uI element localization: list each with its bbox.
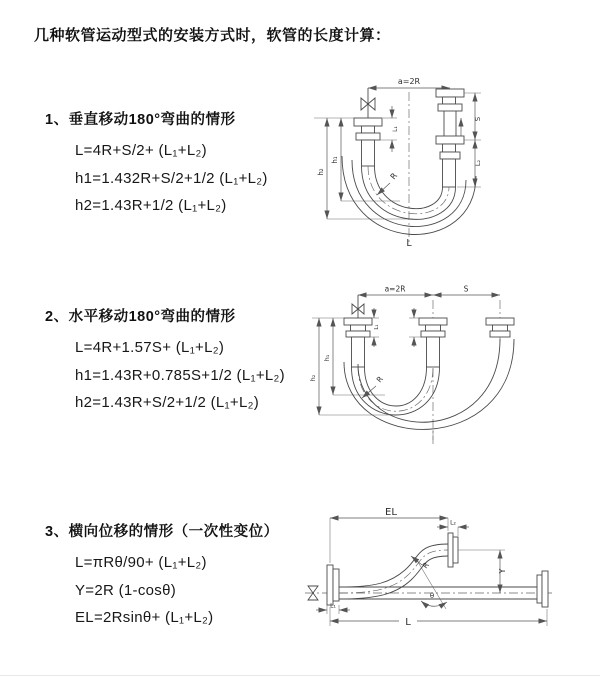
middle-fitting [419, 318, 447, 367]
radius-label: R [420, 560, 431, 571]
dim-h1-label: h₁ [331, 156, 339, 164]
right-fitting-stack [436, 89, 464, 187]
braided-hose-section [352, 337, 365, 367]
dim-h2-label: h₂ [317, 168, 325, 176]
section-3-formulas [75, 549, 279, 632]
formula-length: L=4R+S/2+ (L₁+L₂) [75, 142, 207, 159]
dim-y-label: Y [498, 568, 507, 574]
dim-l1-label: L₁ [392, 126, 399, 132]
section-2-heading: 2、水平移动180°弯曲的情形 [45, 309, 236, 325]
dim-l1-label: L₁ [330, 602, 336, 610]
right-flange [537, 571, 548, 607]
left-flange [327, 565, 339, 605]
formula-length: L=πRθ/90+ (L₁+L₂) [75, 554, 207, 571]
formula-h1: h1=1.432R+S/2+1/2 (L₁+L₂) [75, 169, 268, 187]
formula-h2: h2=1.43R+S/2+1/2 (L₁+L₂) [75, 394, 260, 411]
page-title: 几种软管运动型式的安装方式时，软管的长度计算： [34, 27, 391, 44]
s-curve-hose [339, 544, 448, 599]
dim-a-2r-label: a=2R [384, 284, 406, 294]
section-1-formulas [75, 137, 268, 220]
section-1-heading: 1、垂直移动180°弯曲的情形 [45, 112, 236, 128]
section-3-heading: 3、横向位移的情形（一次性变位） [45, 524, 279, 540]
dim-h2-label: h₂ [309, 374, 317, 382]
left-fitting [354, 118, 382, 166]
dim-l2-label: L₂ [450, 519, 456, 527]
radius-label: R [388, 171, 400, 182]
formula-h1: h1=1.43R+0.785S+1/2 (L₁+L₂) [75, 366, 285, 384]
dim-l-label: L [405, 617, 411, 628]
dim-el-label: EL [385, 507, 397, 518]
length-label: L [406, 238, 412, 249]
radius-label: R [374, 374, 385, 385]
section-horizontal-movement [45, 307, 285, 417]
right-fitting [486, 318, 514, 337]
section-vertical-movement [45, 110, 268, 220]
formula-length: L=4R+1.57S+ (L₁+L₂) [75, 339, 225, 356]
dim-a-2r-label: a=2R [397, 77, 421, 86]
diagram-vertical-180-bend [300, 62, 590, 262]
diagram-lateral-displacement [295, 505, 600, 665]
section-2-formulas [75, 334, 285, 417]
braided-hose-section [443, 159, 456, 187]
dim-l2-label: L₂ [474, 159, 482, 167]
formula-h2: h2=1.43R+1/2 (L₁+L₂) [75, 197, 227, 214]
angle-theta-label: θ [429, 592, 435, 600]
dim-s-label: S [463, 284, 469, 294]
dim-l1-label: L₁ [374, 324, 380, 330]
formula-el: EL=2Rsinθ+ (L₁+L₂) [75, 609, 214, 626]
diagram-horizontal-180-bend [300, 282, 600, 467]
braided-hose-section [427, 337, 440, 367]
section-lateral-displacement [45, 522, 279, 632]
upper-flange [448, 533, 458, 567]
braided-hose-section [362, 140, 375, 166]
dim-s-label: S [474, 116, 482, 122]
formula-y: Y=2R (1-cosθ) [75, 581, 177, 599]
left-fitting [344, 318, 372, 367]
dim-h1-label: h₁ [323, 354, 331, 362]
